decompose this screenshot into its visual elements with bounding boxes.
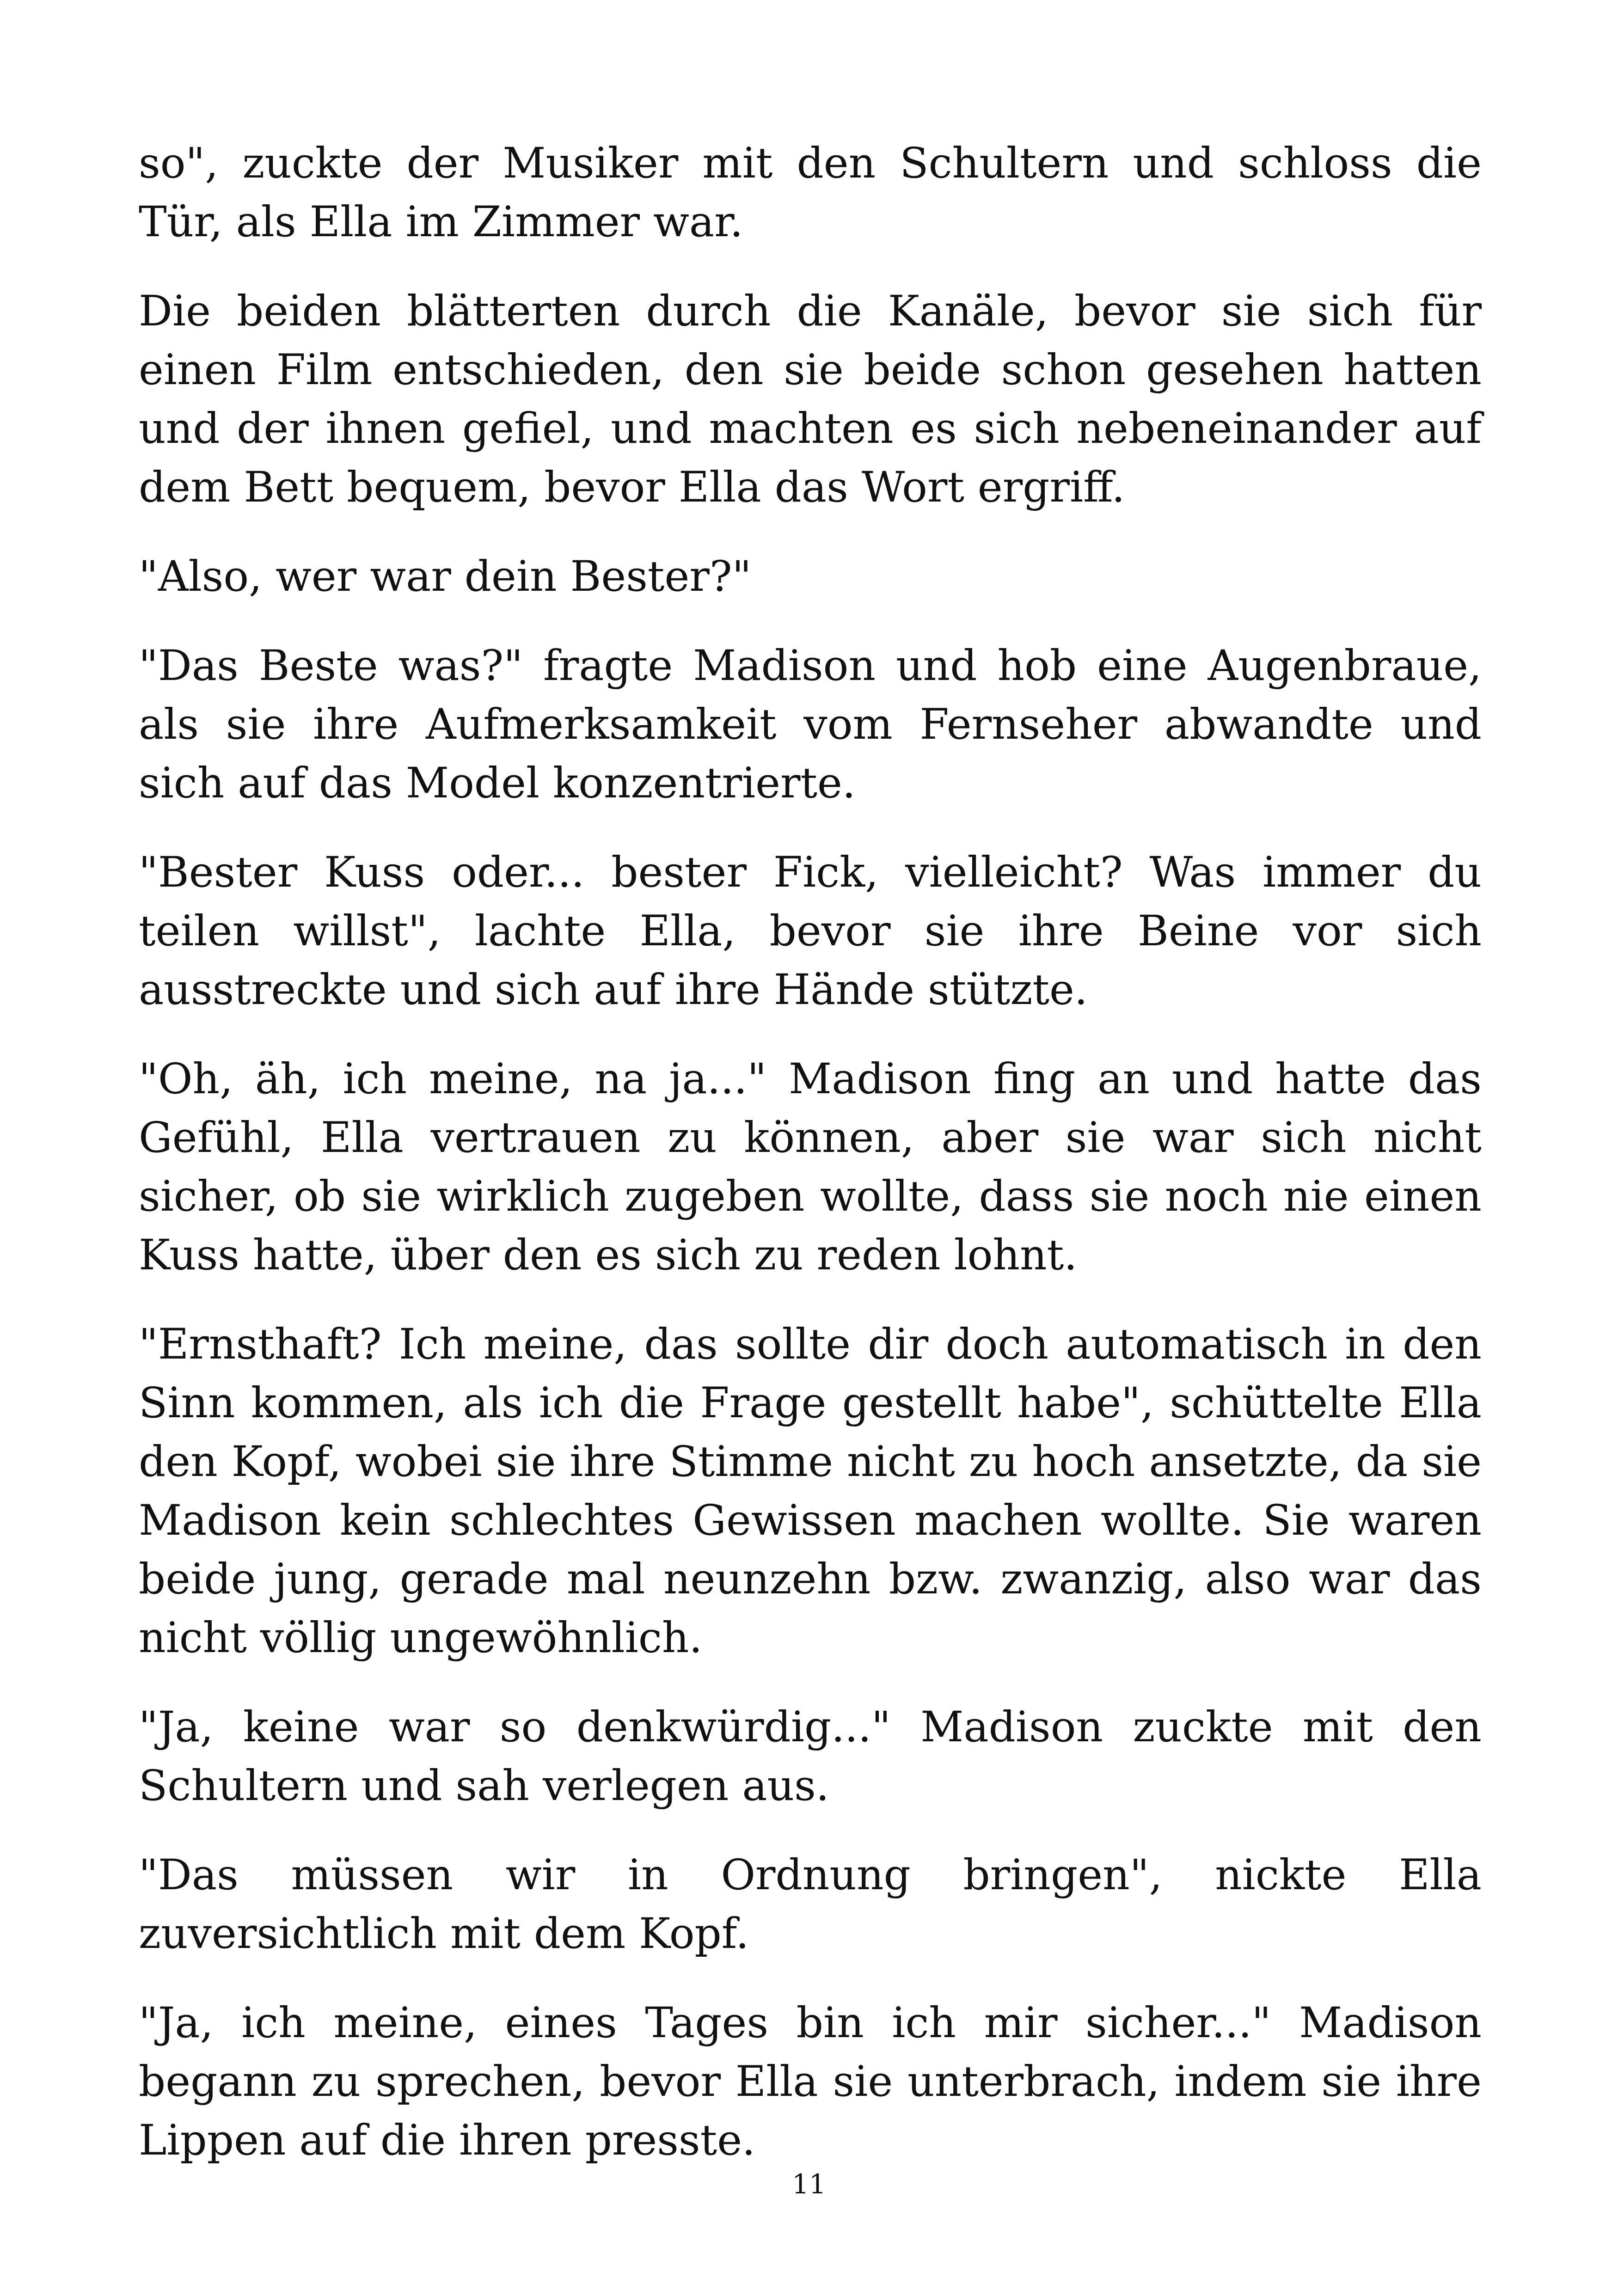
paragraph-7: "Ernsthaft? Ich meine, das sollte dir doch automatisch in den Sinn kommen, als ich die Frage gestellt habe", schüttelte Ella den Kopf, wobei sie ihre Stimme nicht zu hoch ansetzte, da sie Madison kein schlechtes Gewissen machen wollte. Sie waren beide jung, gerade mal neunzehn bzw. zwanzig, also war das nicht völlig ungewöhnlich. [139, 1320, 1482, 1662]
paragraph-2: Die beiden blätterten durch die Kanäle, bevor sie sich für einen Film entschieden, den sie beide schon gesehen hatten und der ihnen gefiel, und machten es sich nebeneinander auf dem Bett bequem, bevor Ella das Wort ergriff. [139, 287, 1482, 512]
paragraph-3: "Also, wer war dein Bester?" [139, 552, 752, 601]
paragraph-1: so", zuckte der Musiker mit den Schultern und schloss die Tür, als Ella im Zimmer war. [139, 139, 1482, 246]
paragraph-9: "Das müssen wir in Ordnung bringen", nickte Ella zuversichtlich mit dem Kopf. [139, 1851, 1482, 1958]
paragraph-8: "Ja, keine war so denkwürdig..." Madison zuckte mit den Schultern und sah verlegen aus. [139, 1703, 1482, 1810]
paragraph-6: "Oh, äh, ich meine, na ja..." Madison fing an und hatte das Gefühl, Ella vertrauen zu können, aber sie war sich nicht sicher, ob sie wirklich zugeben wollte, dass sie noch nie einen Kuss hatte, über den es sich zu reden lohnt. [139, 1055, 1482, 1280]
paragraph-5: "Bester Kuss oder... bester Fick, vielleicht? Was immer du teilen willst", lachte Ella, bevor sie ihre Beine vor sich ausstreckte und sich auf ihre Hände stützte. [139, 848, 1482, 1014]
paragraph-4: "Das Beste was?" fragte Madison und hob eine Augenbraue, als sie ihre Aufmerksamkeit vom Fernseher abwandte und sich auf das Model konzentrierte. [139, 642, 1482, 808]
paragraph-10: "Ja, ich meine, eines Tages bin ich mir sicher..." Madison begann zu sprechen, bevor Ella sie unterbrach, indem sie ihre Lippen auf die ihren presste. [139, 1999, 1482, 2165]
body-text [139, 134, 1482, 2170]
page-number: 11 [792, 2168, 826, 2200]
